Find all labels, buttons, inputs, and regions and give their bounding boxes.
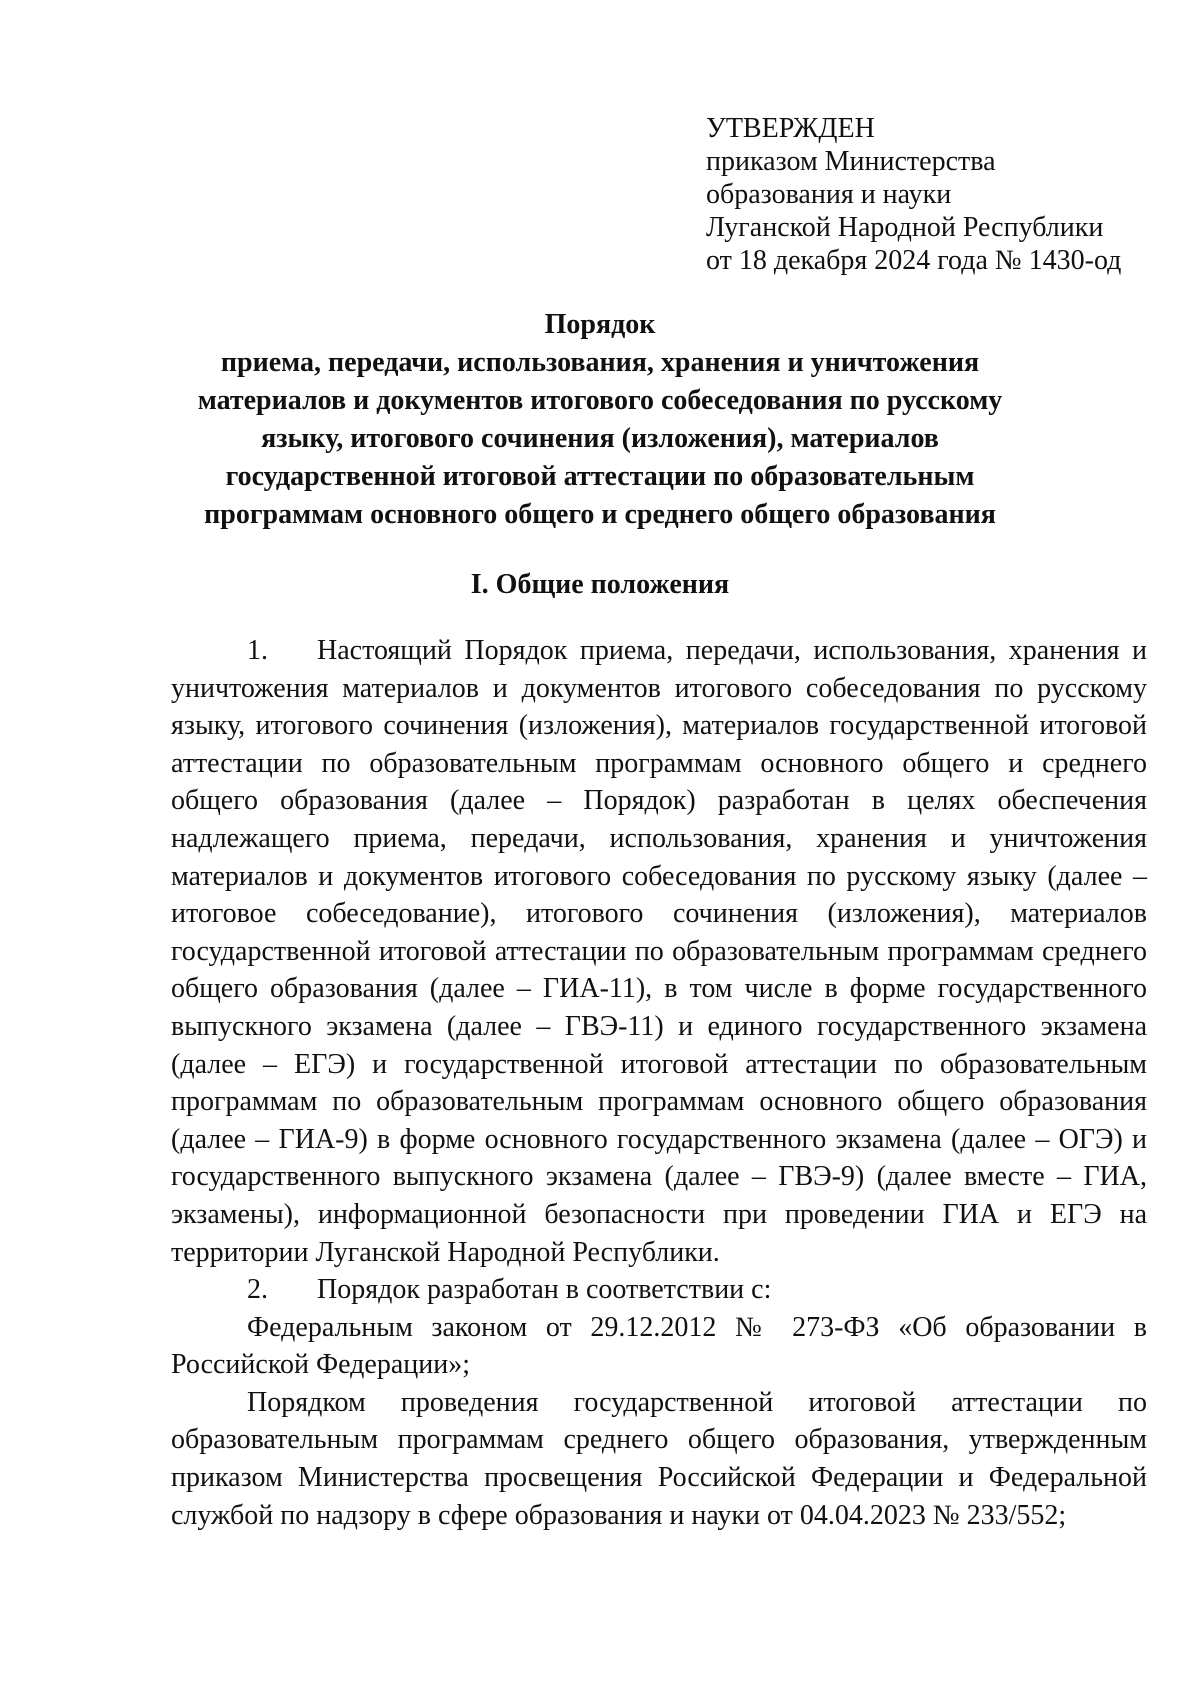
approval-republic-line: Луганской Народной Республики	[706, 212, 1104, 243]
approval-date-number: от 18 декабря 2024 года № 1430-од	[706, 245, 1122, 276]
approval-title: УТВЕРЖДЕН	[706, 113, 875, 144]
paragraph-text: Настоящий Порядок приема, передачи, использования, хранения и уничтожения материалов и документов итогового собеседования по русскому языку, итогового сочинения (изложения), материалов государственной итоговой аттестации по образовательным программам основного общего и среднего общего образования (далее – Порядок) разработан в целях обеспечения надлежащего приема, передачи, использования, хранения и уничтожения материалов и документов итогового собеседования по русскому языку (далее – итоговое собеседование), итогового сочинения (изложения), материалов государственной итоговой аттестации по образовательным программам среднего общего образования (далее – ГИА-11), в том числе в форме государственного выпускного экзамена (далее – ГВЭ-11) и единого государственного экзамена (далее – ЕГЭ) и государственной итоговой аттестации по образовательным программам по образовательным программам основного общего образования (далее – ГИА-9) в форме основного государственного экзамена (далее – ОГЭ) и государственного выпускного экзамена (далее – ГВЭ-9) (далее вместе – ГИА, экзамены), информационной безопасности при проведении ГИА и ЕГЭ на территории Луганской Народной Республики.	[171, 635, 1147, 1268]
document-body	[171, 632, 1147, 1534]
document-title-heading: Порядок	[544, 309, 656, 340]
section-heading: I. Общие положения	[470, 569, 730, 600]
document-title-subtitle: приема, передачи, использования, хранения и уничтожения материалов и документов итогового собеседования по русскому языку, итогового сочинения (изложения), материалов государственной итоговой аттестации по образовательным программам основного общего и среднего общего образования	[197, 347, 1003, 530]
paragraph-text: Порядком проведения государственной итоговой аттестации по образовательным программам среднего общего образования, утвержденным приказом Министерства просвещения Российской Федерации и Федеральной службой по надзору в сфере образования и науки от 04.04.2023 № 233/552;	[171, 1386, 1147, 1531]
paragraph-federal-law	[171, 1309, 1147, 1384]
paragraph-2	[171, 1271, 1147, 1309]
paragraph-text: Федеральным законом от 29.12.2012 № 273-ФЗ «Об образовании в Российской Федерации»;	[171, 1311, 1147, 1381]
paragraph-number: 1.	[247, 635, 268, 666]
approval-order-line: приказом Министерства	[706, 146, 996, 177]
paragraph-gia-procedure	[171, 1384, 1147, 1534]
paragraph-1	[171, 632, 1147, 1271]
paragraph-text: Порядок разработан в соответствии с:	[317, 1274, 772, 1306]
approval-ministry-line: образования и науки	[706, 179, 952, 210]
approval-stamp-block	[706, 112, 1166, 277]
paragraph-number: 2.	[247, 1274, 268, 1306]
document-title	[160, 306, 1040, 534]
